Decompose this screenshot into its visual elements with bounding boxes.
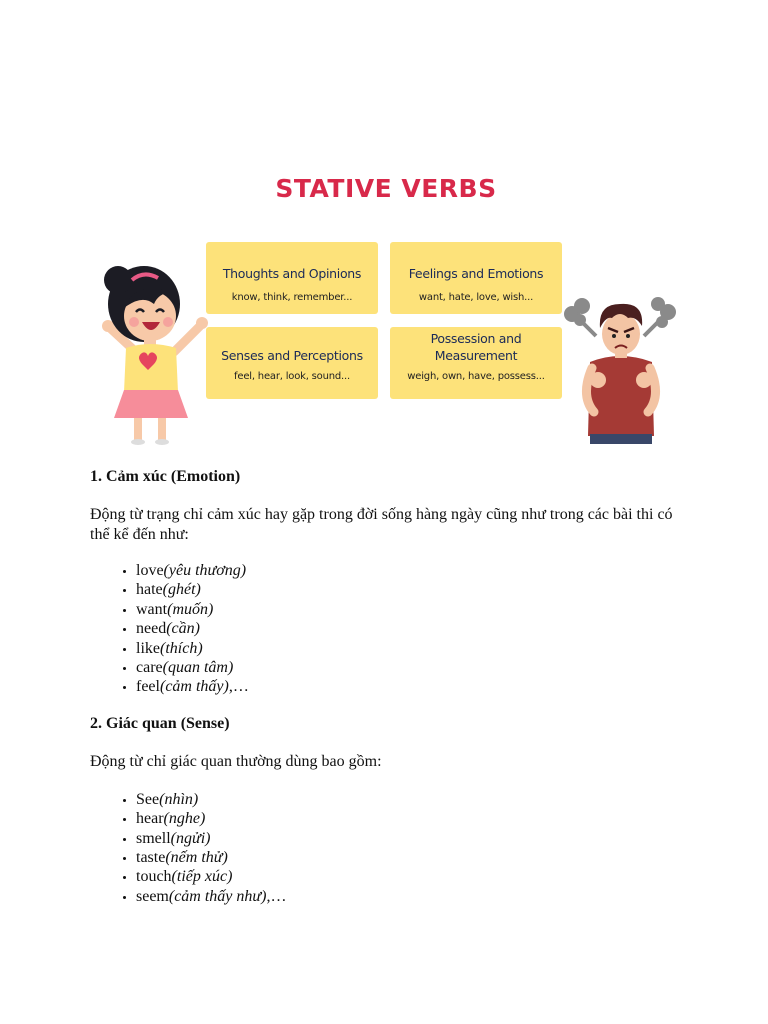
category-card-thoughts [206, 242, 378, 314]
angry-boy-illustration [562, 296, 680, 446]
article-body [90, 467, 680, 906]
stative-verbs-infographic [92, 160, 680, 450]
list-item: • seem(cảm thấy như),… [136, 887, 680, 906]
list-item: • smell(ngửi) [136, 829, 680, 848]
card-examples: weigh, own, have, possess... [407, 371, 545, 382]
card-title: Feelings and Emotions [408, 266, 544, 281]
card-examples: want, hate, love, wish... [418, 292, 534, 303]
list-item: • hate(ghét) [136, 580, 680, 599]
card-title-line1: Possession and [430, 331, 522, 346]
list-item: • feel(cảm thấy),… [136, 677, 680, 696]
emotion-verb-list [90, 561, 680, 697]
card-examples: feel, hear, look, sound... [234, 371, 350, 382]
list-item: • care(quan tâm) [136, 658, 680, 677]
list-item: • See(nhìn) [136, 790, 680, 809]
list-item: • hear(nghe) [136, 809, 680, 828]
infographic-title: STATIVE VERBS [275, 174, 497, 203]
list-item: • taste(nếm thử) [136, 848, 680, 867]
category-card-senses [206, 327, 378, 399]
category-card-possession [390, 327, 562, 399]
section-heading-sense: 2. Giác quan (Sense) [90, 714, 230, 732]
category-card-feelings [390, 242, 562, 314]
card-title: Senses and Perceptions [221, 348, 363, 363]
list-item: • like(thích) [136, 639, 680, 658]
section-paragraph-emotion: Động từ trạng chỉ cảm xúc hay gặp trong đời sống hàng ngày cũng như trong các bài thi có thể kể đến như: [90, 506, 673, 543]
list-item: • love(yêu thương) [136, 561, 680, 580]
card-title: Thoughts and Opinions [222, 266, 362, 281]
card-title-line2: Measurement [434, 348, 518, 363]
list-item: • touch(tiếp xúc) [136, 867, 680, 886]
section-heading-emotion: 1. Cảm xúc (Emotion) [90, 468, 241, 485]
section-paragraph-sense: Động từ chỉ giác quan thường dùng bao gồm: [90, 752, 382, 770]
card-examples: know, think, remember... [231, 292, 353, 303]
list-item: • need(cần) [136, 619, 680, 638]
happy-girl-illustration [96, 260, 214, 446]
list-item: • want(muốn) [136, 600, 680, 619]
sense-verb-list [90, 790, 680, 906]
card-title [390, 330, 562, 364]
